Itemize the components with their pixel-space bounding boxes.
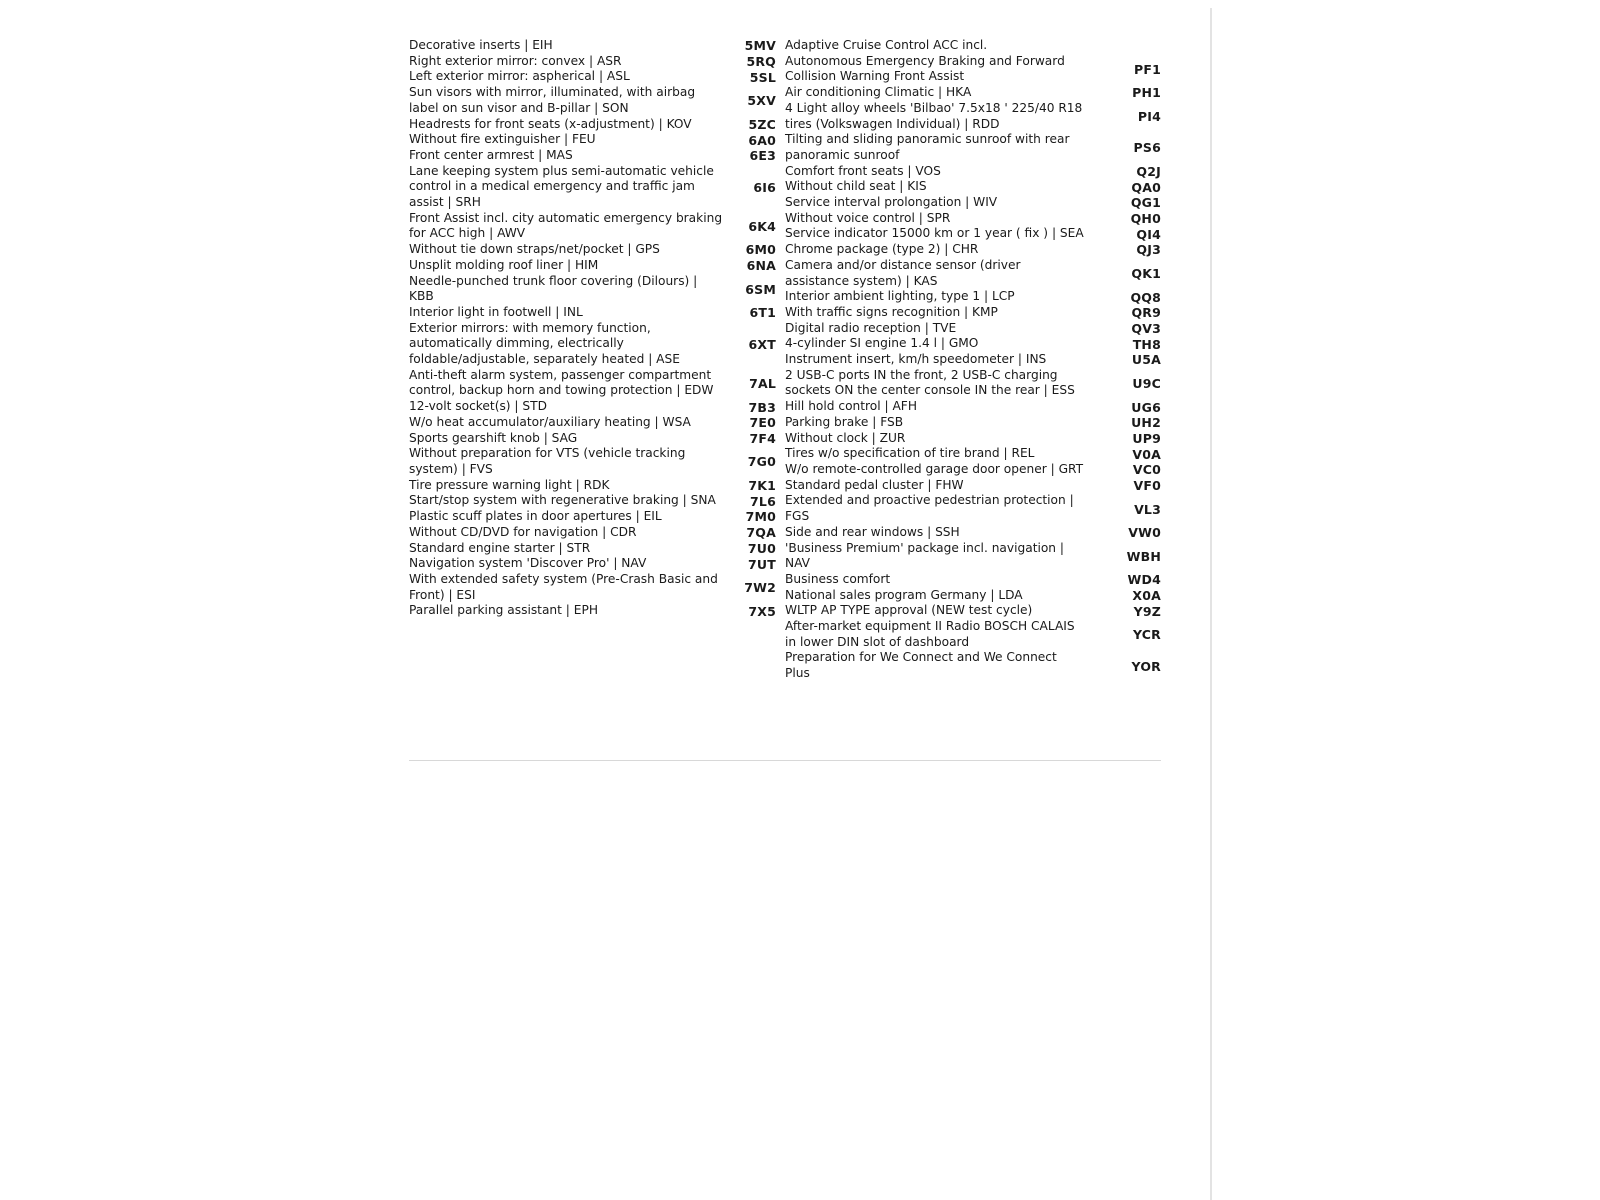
equipment-row	[785, 336, 1161, 352]
equipment-description: Anti-theft alarm system, passenger compartment control, backup horn and towing protection | EDW	[409, 367, 714, 398]
equipment-code: 7UT	[748, 556, 776, 572]
equipment-description: Business comfort	[785, 571, 891, 586]
equipment-description: WLTP AP TYPE approval (NEW test cycle)	[785, 603, 1033, 618]
equipment-code: UP9	[1132, 430, 1161, 446]
equipment-description: Plastic scuff plates in door apertures | EIL	[409, 509, 662, 524]
equipment-description: Unsplit molding roof liner | HIM	[409, 257, 599, 272]
equipment-code: QI4	[1136, 226, 1161, 242]
equipment-row	[409, 54, 776, 70]
equipment-row	[409, 368, 776, 399]
equipment-description: National sales program Germany | LDA	[785, 587, 1023, 602]
equipment-code: QV3	[1131, 321, 1161, 336]
equipment-row	[409, 38, 776, 54]
equipment-code: 7X5	[748, 603, 776, 619]
equipment-code: QK1	[1131, 266, 1161, 282]
equipment-row	[409, 274, 776, 305]
equipment-code: WD4	[1127, 572, 1161, 588]
equipment-code: VW0	[1128, 525, 1161, 541]
equipment-description: Digital radio reception | TVE	[785, 320, 957, 335]
equipment-description: 4 Light alloy wheels 'Bilbao' 7.5x18 ' 225/40 R18 tires (Volkswagen Individual) | RDD	[785, 100, 1083, 131]
equipment-code: 6NA	[746, 258, 776, 274]
equipment-description: Needle-punched trunk floor covering (Dilours) | KBB	[409, 273, 698, 304]
equipment-code: 7QA	[746, 525, 776, 541]
equipment-description: Parking brake | FSB	[785, 414, 904, 429]
equipment-description: Right exterior mirror: convex | ASR	[409, 53, 622, 68]
equipment-row	[409, 85, 776, 116]
equipment-row	[785, 305, 1161, 321]
equipment-row	[785, 211, 1161, 227]
equipment-description: Side and rear windows | SSH	[785, 524, 960, 539]
equipment-description: Lane keeping system plus semi-automatic vehicle control in a medical emergency and traffic jam assist | SRH	[409, 163, 714, 210]
equipment-row	[785, 541, 1161, 572]
equipment-description: Adaptive Cruise Control ACC incl.	[785, 38, 988, 52]
equipment-code: 7W2	[744, 580, 776, 596]
equipment-row	[409, 132, 776, 148]
equipment-code: 5XV	[747, 93, 776, 109]
page-edge	[1210, 8, 1212, 1200]
equipment-code: UG6	[1131, 399, 1161, 415]
equipment-description: Parallel parking assistant | EPH	[409, 603, 598, 618]
equipment-row	[409, 164, 776, 211]
equipment-code: VF0	[1133, 478, 1161, 494]
equipment-row	[785, 588, 1161, 604]
equipment-row	[785, 321, 1161, 337]
equipment-code: QR9	[1131, 305, 1161, 321]
equipment-row	[409, 69, 776, 85]
equipment-description: Instrument insert, km/h speedometer | INS	[785, 352, 1047, 367]
equipment-row	[409, 242, 776, 258]
equipment-row	[409, 321, 776, 368]
equipment-row	[409, 431, 776, 447]
equipment-row	[409, 399, 776, 415]
equipment-code: PF1	[1134, 61, 1161, 77]
equipment-code: 7E0	[749, 415, 776, 431]
equipment-code: Y9Z	[1133, 603, 1161, 619]
equipment-code: 7B3	[748, 399, 776, 415]
equipment-row	[409, 525, 776, 541]
equipment-row	[409, 509, 776, 525]
equipment-code: PH1	[1132, 85, 1161, 101]
equipment-code: YCR	[1132, 627, 1161, 643]
equipment-description: Without tie down straps/net/pocket | GPS	[409, 242, 660, 257]
equipment-code: 6T1	[749, 305, 776, 321]
equipment-row	[409, 305, 776, 321]
equipment-row	[785, 446, 1161, 462]
equipment-description: Without child seat | KIS	[785, 179, 927, 194]
equipment-code: 6I6	[753, 179, 776, 195]
equipment-description: Start/stop system with regenerative braking | SNA	[409, 493, 716, 508]
equipment-description: Navigation system 'Discover Pro' | NAV	[409, 556, 647, 571]
equipment-code: 7G0	[747, 454, 776, 470]
equipment-code: UH2	[1131, 415, 1161, 431]
equipment-description: Without fire extinguisher | FEU	[409, 132, 596, 147]
equipment-description: Standard pedal cluster | FHW	[785, 477, 964, 492]
equipment-description: Without voice control | SPR	[785, 210, 951, 225]
equipment-row	[409, 446, 776, 477]
equipment-code: YOR	[1131, 658, 1161, 674]
equipment-code: Q2J	[1136, 163, 1161, 179]
equipment-description: Sun visors with mirror, illuminated, with airbag label on sun visor and B-pillar | SON	[409, 85, 696, 115]
equipment-description: Headrests for front seats (x-adjustment) | KOV	[409, 116, 692, 131]
equipment-code: 6A0	[748, 132, 776, 148]
equipment-row	[785, 352, 1161, 368]
equipment-code: 6E3	[749, 148, 776, 164]
equipment-code: U5A	[1131, 352, 1161, 368]
equipment-code: 6M0	[745, 242, 776, 258]
equipment-row	[785, 101, 1161, 132]
equipment-row	[409, 258, 776, 274]
equipment-code: 5MV	[744, 38, 776, 54]
equipment-code: QJ3	[1136, 242, 1161, 258]
equipment-row	[409, 148, 776, 164]
equipment-description: Without CD/DVD for navigation | CDR	[409, 524, 637, 539]
equipment-code: 7L6	[750, 493, 776, 509]
equipment-description: Tires w/o specification of tire brand | REL	[785, 446, 1035, 461]
equipment-code: VC0	[1132, 462, 1161, 478]
equipment-description: Autonomous Emergency Braking and Forward Collision Warning Front Assist	[785, 53, 1065, 84]
equipment-code: VL3	[1134, 501, 1161, 517]
equipment-description: 'Business Premium' package incl. navigation | NAV	[785, 540, 1065, 571]
equipment-row	[785, 603, 1161, 619]
equipment-row	[785, 431, 1161, 447]
equipment-row	[785, 242, 1161, 258]
equipment-code: QA0	[1131, 179, 1161, 195]
equipment-row	[785, 179, 1161, 195]
equipment-description: Decorative inserts | EIH	[409, 38, 553, 52]
equipment-code: WBH	[1126, 548, 1161, 564]
equipment-list-left	[409, 38, 776, 619]
equipment-code: V0A	[1132, 446, 1161, 462]
equipment-description: Comfort front seats | VOS	[785, 163, 941, 178]
equipment-code: QH0	[1130, 211, 1161, 227]
equipment-code: U9C	[1132, 375, 1161, 391]
equipment-row	[785, 38, 1161, 54]
equipment-row	[785, 368, 1161, 399]
equipment-code: 5RQ	[746, 54, 776, 70]
equipment-row	[785, 462, 1161, 478]
equipment-row	[409, 493, 776, 509]
equipment-description: Without preparation for VTS (vehicle tracking system) | FVS	[409, 446, 686, 476]
equipment-description: Front center armrest | MAS	[409, 147, 573, 162]
equipment-row	[409, 415, 776, 431]
equipment-row	[785, 54, 1161, 85]
equipment-description: W/o remote-controlled garage door opener | GRT	[785, 461, 1084, 476]
equipment-description: Preparation for We Connect and We Connect Plus	[785, 650, 1057, 681]
equipment-description: Interior ambient lighting, type 1 | LCP	[785, 289, 1015, 304]
equipment-description: Interior light in footwell | INL	[409, 304, 583, 319]
equipment-code: QG1	[1130, 195, 1161, 211]
equipment-code: 7F4	[749, 430, 776, 446]
equipment-description: Camera and/or distance sensor (driver assistance system) | KAS	[785, 257, 1021, 288]
equipment-code: PS6	[1133, 140, 1161, 156]
equipment-row	[785, 399, 1161, 415]
equipment-row	[785, 132, 1161, 163]
equipment-code: X0A	[1132, 587, 1161, 603]
equipment-row	[409, 572, 776, 603]
equipment-row	[785, 85, 1161, 101]
equipment-code: 7U0	[747, 540, 776, 556]
equipment-row	[409, 117, 776, 133]
equipment-row	[785, 258, 1161, 289]
equipment-row	[409, 541, 776, 557]
equipment-code: 6XT	[748, 336, 776, 352]
equipment-description: Tire pressure warning light | RDK	[409, 477, 610, 492]
equipment-description: Hill hold control | AFH	[785, 399, 917, 414]
equipment-description: Sports gearshift knob | SAG	[409, 430, 578, 445]
equipment-code: 6SM	[745, 281, 776, 297]
equipment-description: Without clock | ZUR	[785, 430, 906, 445]
bottom-divider	[409, 760, 1161, 761]
equipment-description: 12-volt socket(s) | STD	[409, 399, 547, 414]
equipment-code: QQ8	[1130, 289, 1161, 305]
equipment-row	[785, 226, 1161, 242]
equipment-description: Chrome package (type 2) | CHR	[785, 242, 979, 257]
equipment-row	[785, 493, 1161, 524]
equipment-code: TH8	[1132, 336, 1161, 352]
equipment-code: 6K4	[748, 218, 776, 234]
equipment-row	[785, 478, 1161, 494]
equipment-row	[785, 572, 1161, 588]
equipment-description: Exterior mirrors: with memory function, automatically dimming, electrically foldable/adjustable, separately heated | ASE	[409, 320, 680, 367]
equipment-row	[409, 556, 776, 572]
equipment-description: W/o heat accumulator/auxiliary heating | WSA	[409, 414, 691, 429]
equipment-row	[785, 164, 1161, 180]
equipment-description: With extended safety system (Pre-Crash Basic and Front) | ESI	[409, 571, 718, 602]
equipment-row	[409, 478, 776, 494]
equipment-description: After-market equipment II Radio BOSCH CALAIS in lower DIN slot of dashboard	[785, 619, 1075, 649]
equipment-description: Service interval prolongation | WIV	[785, 195, 998, 210]
equipment-list-right	[785, 38, 1161, 682]
equipment-description: Standard engine starter | STR	[409, 540, 591, 555]
equipment-description: Extended and proactive pedestrian protection | FGS	[785, 493, 1074, 524]
equipment-description: Front Assist incl. city automatic emergency braking for ACC high | AWV	[409, 210, 723, 241]
equipment-row	[785, 195, 1161, 211]
equipment-description: With traffic signs recognition | KMP	[785, 304, 998, 319]
equipment-row	[785, 415, 1161, 431]
equipment-row	[409, 603, 776, 619]
equipment-code: 7K1	[748, 478, 776, 494]
equipment-description: Service indicator 15000 km or 1 year ( fix ) | SEA	[785, 226, 1084, 241]
equipment-description: Tilting and sliding panoramic sunroof with rear panoramic sunroof	[785, 132, 1070, 162]
equipment-row	[409, 211, 776, 242]
equipment-row	[785, 525, 1161, 541]
equipment-row	[785, 619, 1161, 650]
equipment-code: 7M0	[745, 509, 776, 525]
equipment-description: 2 USB-C ports IN the front, 2 USB-C charging sockets ON the center console IN the rear | ESS	[785, 367, 1075, 398]
equipment-row	[785, 650, 1161, 681]
equipment-description: 4-cylinder SI engine 1.4 l | GMO	[785, 336, 979, 351]
equipment-code: 5SL	[749, 69, 776, 85]
equipment-description: Left exterior mirror: aspherical | ASL	[409, 69, 630, 84]
equipment-code: PI4	[1137, 109, 1161, 125]
equipment-row	[785, 289, 1161, 305]
equipment-code: 7AL	[749, 375, 776, 391]
equipment-code: 5ZC	[748, 116, 776, 132]
equipment-description: Air conditioning Climatic | HKA	[785, 85, 972, 100]
